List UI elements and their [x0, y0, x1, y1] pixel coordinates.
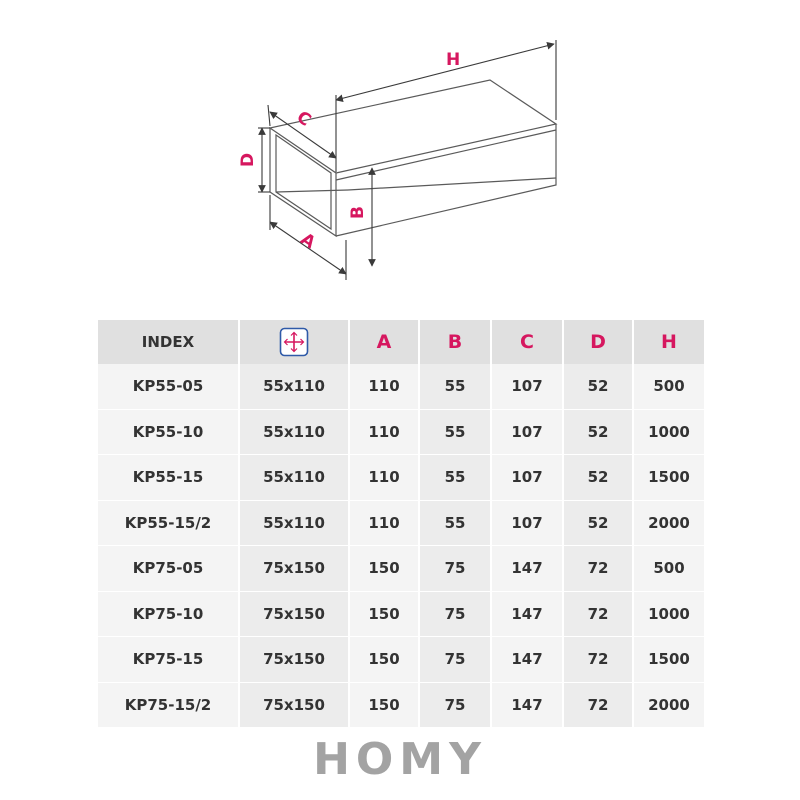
cell-size: 55x110: [239, 455, 349, 501]
cell-b: 75: [419, 637, 491, 683]
duct-dimension-diagram: [0, 0, 800, 300]
cell-size: 55x110: [239, 364, 349, 409]
dim-label-c: C: [292, 107, 315, 131]
cell-d: 72: [563, 546, 633, 592]
cell-b: 55: [419, 409, 491, 455]
brand-logo-text: HOMY: [313, 734, 487, 785]
cell-b: 75: [419, 546, 491, 592]
cell-index: KP55-15: [97, 455, 239, 501]
cell-a: 150: [349, 637, 419, 683]
cell-b: 55: [419, 500, 491, 546]
cell-size: 75x150: [239, 682, 349, 728]
cell-c: 107: [491, 409, 563, 455]
header-index: INDEX: [97, 320, 239, 364]
cell-a: 110: [349, 364, 419, 409]
cell-index: KP55-05: [97, 364, 239, 409]
cell-d: 52: [563, 409, 633, 455]
cell-h: 2000: [633, 682, 705, 728]
header-size: [239, 320, 349, 364]
header-b: B: [419, 320, 491, 364]
cell-c: 107: [491, 455, 563, 501]
cell-size: 55x110: [239, 409, 349, 455]
cell-d: 52: [563, 455, 633, 501]
table-row: [97, 682, 705, 728]
cell-d: 52: [563, 500, 633, 546]
cell-a: 150: [349, 546, 419, 592]
duct-outline: [270, 80, 556, 236]
cell-a: 150: [349, 591, 419, 637]
table-header-row: [97, 320, 705, 364]
cell-size: 75x150: [239, 637, 349, 683]
header-a: A: [349, 320, 419, 364]
dim-label-d: D: [238, 152, 258, 167]
header-d: D: [563, 320, 633, 364]
cross-section-icon: [279, 327, 309, 357]
cell-index: KP75-15: [97, 637, 239, 683]
cell-h: 2000: [633, 500, 705, 546]
table-row: [97, 409, 705, 455]
cell-size: 55x110: [239, 500, 349, 546]
cell-a: 110: [349, 409, 419, 455]
cell-b: 75: [419, 591, 491, 637]
dim-label-b: B: [348, 206, 368, 219]
cell-b: 75: [419, 682, 491, 728]
dim-label-h: H: [446, 50, 461, 70]
cell-size: 75x150: [239, 546, 349, 592]
cell-c: 147: [491, 591, 563, 637]
cell-c: 107: [491, 364, 563, 409]
cell-h: 500: [633, 546, 705, 592]
cell-a: 110: [349, 455, 419, 501]
cell-c: 107: [491, 500, 563, 546]
cell-c: 147: [491, 546, 563, 592]
cell-b: 55: [419, 455, 491, 501]
cell-a: 110: [349, 500, 419, 546]
cell-h: 500: [633, 364, 705, 409]
cell-h: 1500: [633, 455, 705, 501]
cell-d: 52: [563, 364, 633, 409]
header-h: H: [633, 320, 705, 364]
cell-index: KP75-05: [97, 546, 239, 592]
cell-index: KP55-10: [97, 409, 239, 455]
cell-h: 1000: [633, 591, 705, 637]
cell-index: KP75-15/2: [97, 682, 239, 728]
cell-b: 55: [419, 364, 491, 409]
table-row: [97, 455, 705, 501]
cell-d: 72: [563, 682, 633, 728]
cell-a: 150: [349, 682, 419, 728]
dim-label-a: A: [296, 229, 319, 254]
cell-index: KP75-10: [97, 591, 239, 637]
header-c: C: [491, 320, 563, 364]
cell-c: 147: [491, 682, 563, 728]
cell-c: 147: [491, 637, 563, 683]
table-row: [97, 637, 705, 683]
table-row: [97, 500, 705, 546]
cell-index: KP55-15/2: [97, 500, 239, 546]
cell-size: 75x150: [239, 591, 349, 637]
spec-table: [96, 320, 706, 728]
table-row: [97, 591, 705, 637]
cell-d: 72: [563, 591, 633, 637]
cell-d: 72: [563, 637, 633, 683]
cell-h: 1000: [633, 409, 705, 455]
table-row: [97, 546, 705, 592]
cell-h: 1500: [633, 637, 705, 683]
table-row: [97, 364, 705, 409]
homy-logo: [0, 730, 800, 790]
